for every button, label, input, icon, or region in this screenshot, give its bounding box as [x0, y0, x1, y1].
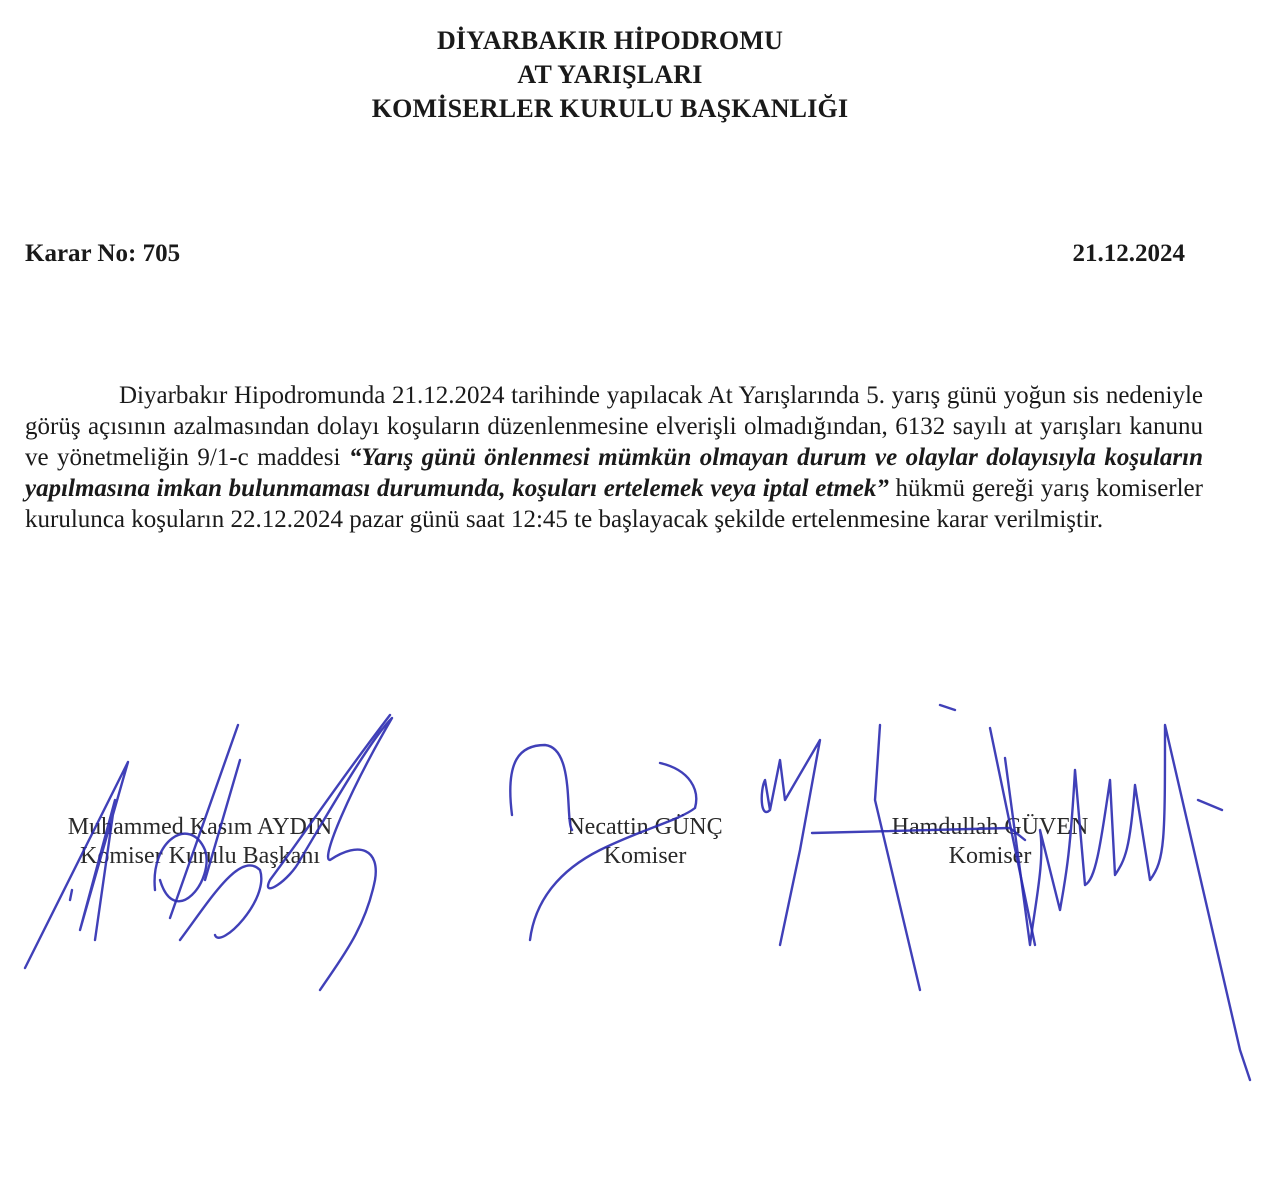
signatory-name: Muhammed Kasım AYDIN: [67, 814, 333, 840]
header-institution: DİYARBAKIR HİPODROMU: [436, 26, 784, 55]
signatory-title: Komiser Kurulu Başkanı: [80, 843, 320, 869]
document-header: [0, 24, 1220, 126]
signatory-chairman: [20, 813, 380, 871]
signatory-title: Komiser: [603, 843, 687, 869]
body-text-part2: hükmü gereği yarış komiserler kurulunca koşuların 22.12.2024 pazar günü saat 12:45 te başlayacak şekilde ertelenmesine karar verilmiştir.: [25, 475, 1203, 533]
signatory-name: Hamdullah GÜVEN: [891, 814, 1089, 840]
decision-meta-row: [25, 240, 1185, 268]
body-text-part1: Diyarbakır Hipodromunda 21.12.2024 tarihinde yapılacak At Yarışlarında 5. yarış günü yoğun sis nedeniyle görüş açısının azalmasından dolayı koşuların düzenlenmesine elverişli olmadığından, 6132 sayılı at yarışları kanunu ve yönetmeliğin 9/1-c maddesi: [25, 382, 1203, 471]
signatory-commissioner-1: [540, 813, 750, 871]
decision-date: 21.12.2024: [1072, 240, 1185, 267]
regulation-quote: “Yarış günü önlenmesi mümkün olmayan durum ve olaylar dolayısıyla koşuların yapılmasına imkan bulunmaması durumunda, koşuları ertelemek veya iptal etmek”: [25, 444, 1203, 502]
decision-body: [25, 380, 1203, 535]
signatory-title: Komiser: [948, 843, 1032, 869]
header-department: AT YARIŞLARI: [517, 60, 703, 89]
header-office: KOMİSERLER KURULU BAŞKANLIĞI: [371, 94, 849, 123]
signatory-name: Necattin GÜNÇ: [567, 814, 723, 840]
decision-number: Karar No: 705: [25, 240, 181, 267]
signatory-commissioner-2: [860, 813, 1120, 871]
signature-guven-icon: [812, 705, 1250, 1080]
